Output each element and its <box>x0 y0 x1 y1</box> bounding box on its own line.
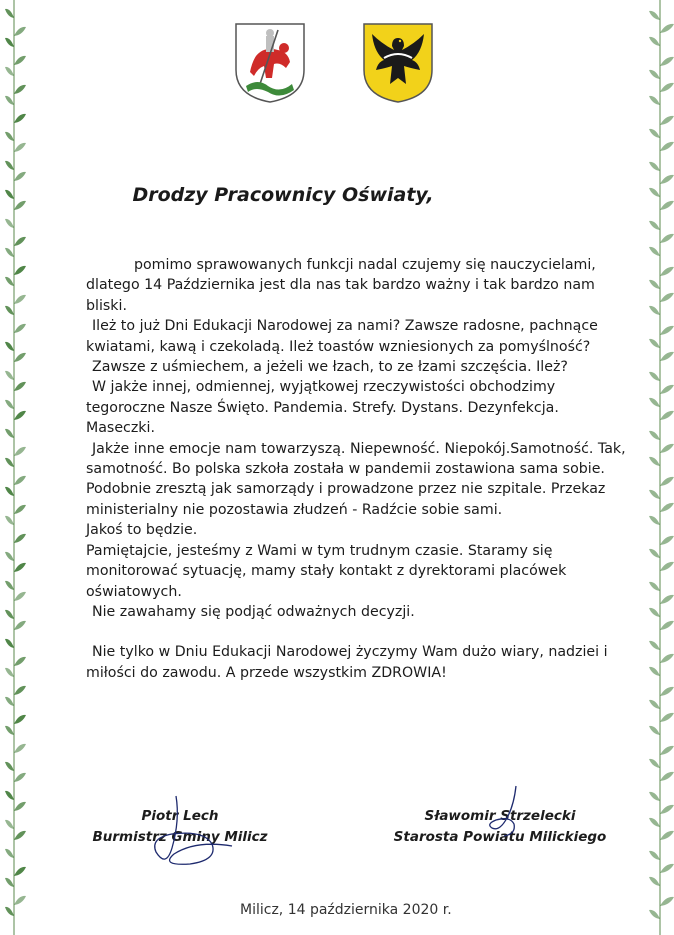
leaf-icon <box>660 201 674 210</box>
leaf-icon <box>660 83 674 92</box>
leaf-icon <box>649 877 660 886</box>
leaf-icon <box>660 687 674 696</box>
leaf-icon <box>5 161 14 170</box>
leaf-icon <box>660 444 674 453</box>
paragraph-3: Zawsze z uśmiechem, a jeżeli we łzach, to ze łzami szczęścia. Ileż? <box>92 359 568 376</box>
leaf-icon <box>660 897 674 906</box>
leaf-icon <box>14 802 26 811</box>
leaf-icon <box>660 562 674 571</box>
leaf-icon <box>649 851 660 860</box>
leaf-icon <box>660 864 674 873</box>
leaf-icon <box>5 878 14 887</box>
handwritten-signature-left <box>120 790 260 880</box>
leaf-icon <box>660 175 674 184</box>
signatory-role: Burmistrz Gminy Milicz <box>92 829 268 845</box>
leaf-icon <box>5 907 14 916</box>
place-and-date: Milicz, 14 października 2020 r. <box>240 902 452 918</box>
leaf-icon <box>649 306 660 315</box>
leaf-icon <box>660 477 674 486</box>
leaf-icon <box>14 56 26 65</box>
leaf-icon <box>649 759 660 768</box>
leaf-icon <box>649 431 660 440</box>
paragraph-5: Jakże inne emocje nam towarzyszą. Niepewność. Niepokój.Samotność. Tak, samotność. Bo polska szkoła została w pandemii zostawiona sama sobie. Podobnie zresztą jak samorządy i prowadzone przez nie szpitale. Przekaz ministerialny nie pozostawia złudzeń - Radźcie sobie sami. <box>86 440 626 518</box>
leaf-icon <box>14 686 26 695</box>
leaf-icon <box>5 849 14 858</box>
leaf-icon <box>14 621 26 630</box>
leaf-icon <box>5 9 14 18</box>
paragraph-7: Pamiętajcie, jesteśmy z Wami w tym trudnym czasie. Staramy się monitorować sytuację, mamy stały kontakt z dyrektorami placówek oświatowych. <box>86 542 567 600</box>
leaf-icon <box>5 371 14 380</box>
paragraph-2: Ileż to już Dni Edukacji Narodowej za nami? Zawsze radosne, pachnące kwiatami, kawą i czekoladą. Ileż toastów wzniesionych za pomyślność? <box>86 318 598 355</box>
leaf-icon <box>649 490 660 499</box>
leaf-icon <box>5 668 14 677</box>
leaf-icon <box>14 505 26 514</box>
leaf-icon <box>14 143 26 152</box>
leaf-icon <box>5 400 14 409</box>
leaf-icon <box>649 457 660 466</box>
leaf-icon <box>5 552 14 561</box>
leaf-icon <box>14 27 26 36</box>
leaf-icon <box>649 372 660 381</box>
leaf-icon <box>649 37 660 46</box>
leaf-icon <box>14 237 26 246</box>
leaf-icon <box>5 306 14 315</box>
signatory-name: Piotr Lech <box>141 808 219 824</box>
paragraph-6: Jakoś to będzie. <box>86 522 198 539</box>
leaf-icon <box>649 221 660 230</box>
leaf-icon <box>649 910 660 919</box>
leaf-icon <box>5 458 14 467</box>
milicz-coat-of-arms <box>234 22 306 104</box>
leaf-border-right <box>642 0 674 935</box>
leaf-icon <box>649 608 660 617</box>
leaf-icon <box>5 516 14 525</box>
leaf-icon <box>5 487 14 496</box>
leaf-icon <box>649 11 660 20</box>
leaf-icon <box>5 277 14 286</box>
leaf-icon <box>649 818 660 827</box>
handwritten-signature-right <box>470 782 540 852</box>
leaf-icon <box>14 831 26 840</box>
leaf-icon <box>660 746 674 755</box>
signatory-role: Starosta Powiatu Milickiego <box>393 829 607 845</box>
leaf-icon <box>649 667 660 676</box>
paragraph-1: pomimo sprawowanych funkcji nadal czujemy się nauczycielami, dlatego 14 Października jest dla nas tak bardzo ważny i tak bardzo nam bliski. <box>86 257 596 314</box>
leaf-icon <box>5 791 14 800</box>
leaf-icon <box>5 762 14 771</box>
leaf-icon <box>5 38 14 47</box>
leaf-icon <box>649 582 660 591</box>
leaf-icon <box>660 326 674 335</box>
leaf-icon <box>14 657 26 666</box>
leaf-icon <box>649 129 660 138</box>
leaf-icon <box>5 132 14 141</box>
leaf-icon <box>660 621 674 630</box>
paragraph-9: Nie tylko w Dniu Edukacji Narodowej życzymy Wam dużo wiary, nadziei i miłości do zawodu. A przede wszystkim ZDROWIA! <box>86 644 608 681</box>
leaf-icon <box>660 595 674 604</box>
leaf-icon <box>14 715 26 724</box>
leaf-icon <box>649 280 660 289</box>
milicki-county-coat-of-arms <box>362 22 434 104</box>
leaf-icon <box>660 411 674 420</box>
leaf-icon <box>5 429 14 438</box>
leaf-icon <box>660 805 674 814</box>
leaf-icon <box>649 726 660 735</box>
letter-body <box>86 255 626 683</box>
leaf-icon <box>14 172 26 181</box>
signatory-name: Sławomir Strzelecki <box>424 808 576 824</box>
leaf-icon <box>14 382 26 391</box>
leaf-border-left <box>0 0 32 935</box>
leaf-icon <box>649 96 660 105</box>
leaf-icon <box>5 820 14 829</box>
leaf-icon <box>660 536 674 545</box>
leaf-icon <box>14 773 26 782</box>
leaf-icon <box>649 792 660 801</box>
leaf-icon <box>14 592 26 601</box>
leaf-icon <box>649 162 660 171</box>
leaf-icon <box>14 85 26 94</box>
leaf-icon <box>14 447 26 456</box>
leaf-icon <box>14 295 26 304</box>
leaf-icon <box>5 248 14 257</box>
leaf-icon <box>14 476 26 485</box>
leaf-icon <box>649 700 660 709</box>
leaf-icon <box>5 697 14 706</box>
leaf-icon <box>660 385 674 394</box>
leaf-icon <box>14 114 26 123</box>
leaf-icon <box>14 266 26 275</box>
leaf-icon <box>660 57 674 66</box>
leaf-icon <box>14 534 26 543</box>
leaf-icon <box>660 713 674 722</box>
leaf-icon <box>14 411 26 420</box>
leaf-icon <box>5 219 14 228</box>
leaf-icon <box>660 142 674 151</box>
leaf-icon <box>649 398 660 407</box>
leaf-icon <box>649 641 660 650</box>
leaf-icon <box>649 549 660 558</box>
leaf-icon <box>649 247 660 256</box>
leaf-icon <box>660 654 674 663</box>
leaf-icon <box>5 67 14 76</box>
paragraph-4: W jakże innej, odmiennej, wyjątkowej rzeczywistości obchodzimy tegoroczne Nasze Święto. Pandemia. Strefy. Dystans. Dezynfekcja. Maseczki. <box>86 379 559 437</box>
leaf-icon <box>660 267 674 276</box>
leaf-icon <box>5 96 14 105</box>
leaf-icon <box>5 639 14 648</box>
leaf-icon <box>660 116 674 125</box>
leaf-icon <box>14 563 26 572</box>
leaf-icon <box>660 772 674 781</box>
leaf-icon <box>14 867 26 876</box>
leaf-icon <box>5 581 14 590</box>
letter-greeting: Drodzy Pracownicy Oświaty, <box>132 184 434 206</box>
leaf-icon <box>5 610 14 619</box>
leaf-icon <box>660 24 674 33</box>
leaf-icon <box>14 324 26 333</box>
leaf-icon <box>5 342 14 351</box>
leaf-icon <box>660 234 674 243</box>
paragraph-8: Nie zawahamy się podjąć odważnych decyzji. <box>92 603 415 620</box>
leaf-icon <box>649 70 660 79</box>
leaf-icon <box>14 744 26 753</box>
leaf-icon <box>660 503 674 512</box>
leaf-icon <box>5 726 14 735</box>
leaf-icon <box>649 188 660 197</box>
leaf-icon <box>660 293 674 302</box>
leaf-icon <box>649 516 660 525</box>
leaf-icon <box>14 896 26 905</box>
leaf-icon <box>14 353 26 362</box>
leaf-icon <box>660 352 674 361</box>
leaf-icon <box>660 831 674 840</box>
leaf-icon <box>649 339 660 348</box>
